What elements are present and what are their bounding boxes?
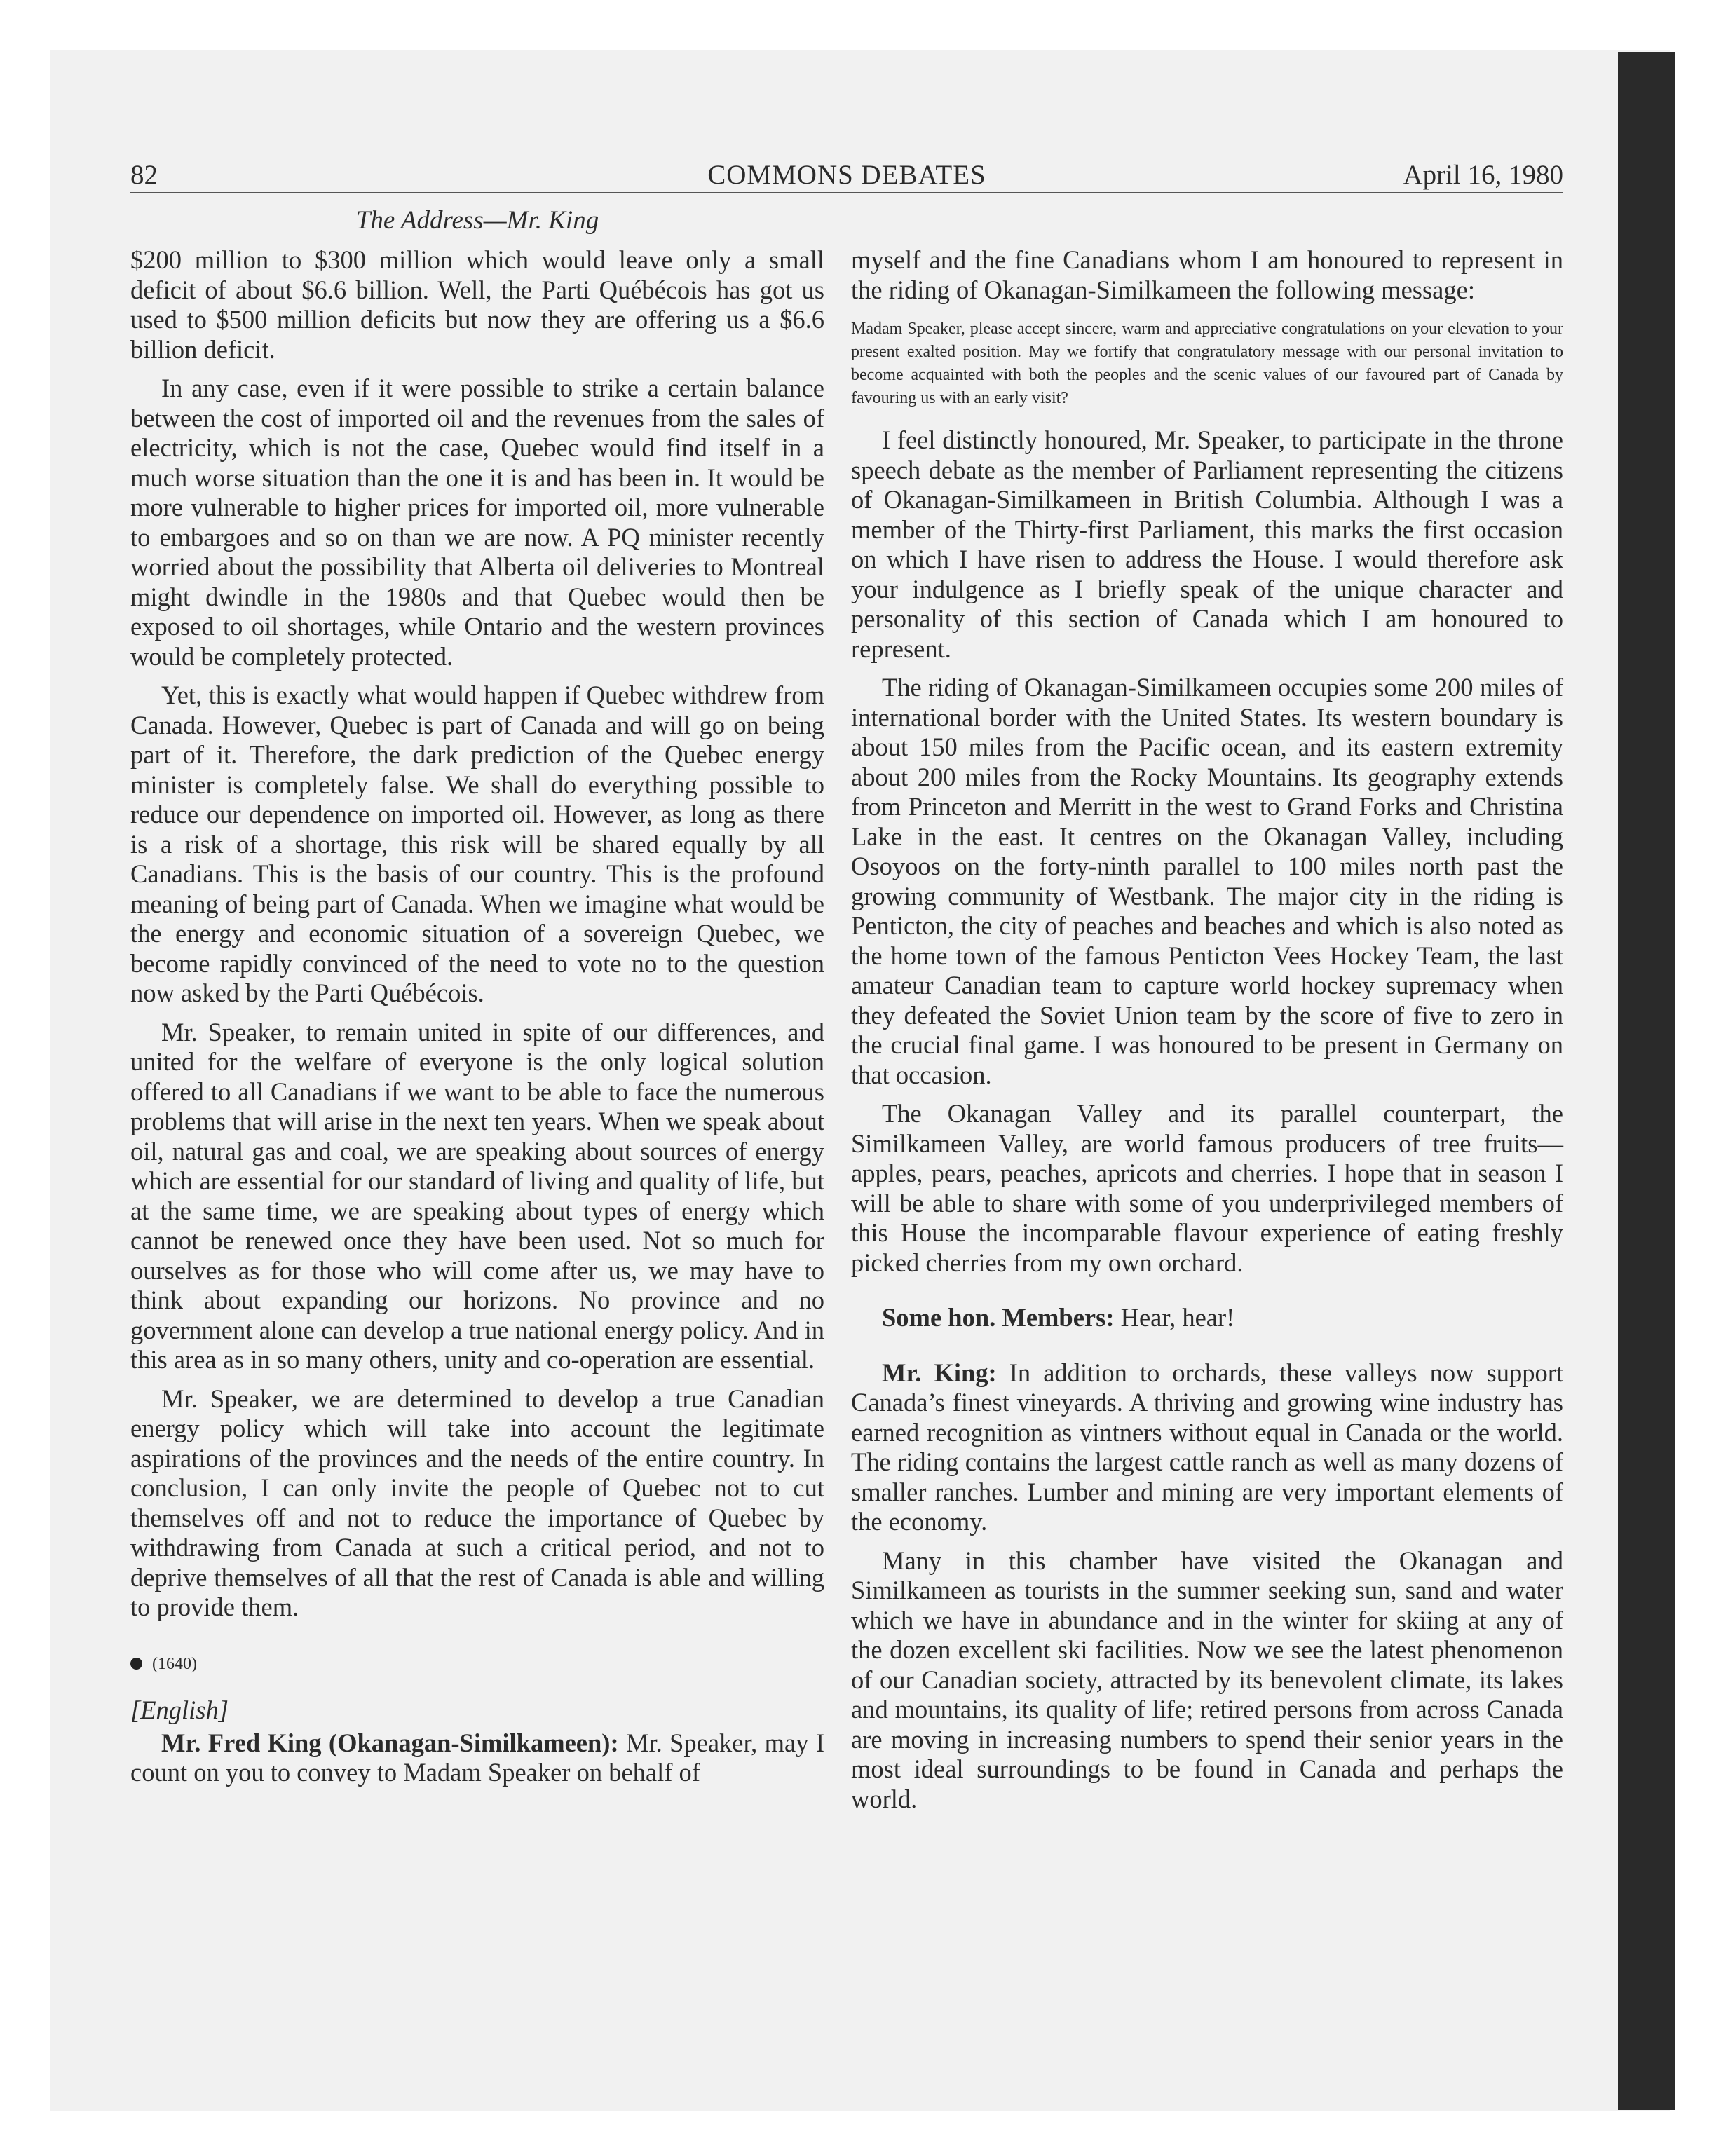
- paragraph: In any case, even if it were possible to strike a certain balance between the cost of imported oil and the revenues from the sales of electricity, which is not the case, Quebec would find itself in a much worse situation than the one it is and has been in. It would be more vulnerable to higher prices for imported oil, more vulnerable to embargoes and so on than we are now. A PQ minister recently worried about the possibility that Alberta oil deliveries to Montreal might dwindle in the 1980s and that Quebec would then be exposed to oil shortages, while Ontario and the western provinces would be completely protected.: [130, 374, 824, 671]
- paragraph: Many in this chamber have visited the Okanagan and Similkameen as tourists in the summer seeking sun, sand and water which we have in abundance and in the winter for skiing at any of the dozen excellent ski facilities. Now we see the latest phenomenon of our Canadian society, attracted by its benevolent climate, its lakes and mountains, its quality of life; retired persons from across Canada are moving in increasing numbers to spend their senior years in the most ideal surroundings to be found in Canada and perhaps the world.: [851, 1546, 1563, 1813]
- paragraph: Mr. Speaker, to remain united in spite of our differences, and united for the welfare of everyone is the only logical solution offered to all Canadians if we want to be able to face the numerous problems that will arise in the next ten years. When we speak about oil, natural gas and coal, we are speaking about sources of energy which are essential for our standard of living and quality of life, but at the same time, we are speaking about types of energy which cannot be renewed once they have been used. Not so much for ourselves as for those who will come after us, we may have to think about expanding our horizons. No province and no government alone can develop a true national energy policy. And in this area as in so many others, unity and co-operation are essential.: [130, 1017, 824, 1374]
- time-marker-label: (1640): [152, 1654, 197, 1673]
- publication-title: COMMONS DEBATES: [707, 160, 986, 190]
- paragraph: The Okanagan Valley and its parallel counterpart, the Similkameen Valley, are world famous producers of tree fruits—apples, pears, peaches, apricots and cherries. I hope that in season I will be able to share with some of you underprivileged members of this House the incomparable flavour experience of eating freshly picked cherries from my own orchard.: [851, 1099, 1563, 1277]
- paragraph: Yet, this is exactly what would happen if Quebec withdrew from Canada. However, Quebec is part of Canada and will go on being part of it. Therefore, the dark prediction of the Quebec energy minister is completely false. We shall do everything possible to reduce our dependence on imported oil. However, as long as there is a risk of a shortage, this risk will be shared equally by all Canadians. This is the basis of our country. This is the profound meaning of being part of Canada. When we imagine what would be the energy and economic situation of a sovereign Quebec, we become rapidly convinced of the need to vote no to the question now asked by the Parti Québécois.: [130, 681, 824, 1007]
- speech-paragraph: [130, 1728, 824, 1788]
- interjection-text: Hear, hear!: [1120, 1303, 1235, 1332]
- speech-paragraph: [851, 1358, 1563, 1537]
- interjection-speaker: Some hon. Members:: [882, 1303, 1115, 1332]
- right-column: [851, 245, 1563, 1823]
- speech-text: In addition to orchards, these valleys now support Canada’s finest vineyards. A thriving and growing wine industry has earned recognition as vintners without equal in Canada or the world. The riding contains the largest cattle ranch as well as many dozens of smaller ranches. Lumber and mining are very important elements of the economy.: [851, 1358, 1563, 1536]
- block-quote: Madam Speaker, please accept sincere, warm and appreciative congratulations on your elevation to your present exalted position. May we fortify that congratulatory message with our personal invitation to become acquainted with both the peoples and the scenic values of our favoured part of Canada by favouring us with an early visit?: [851, 320, 1563, 407]
- paragraph: The riding of Okanagan-Similkameen occupies some 200 miles of international border with the United States. Its western boundary is about 150 miles from the Pacific ocean, and its eastern extremity about 200 miles from the Rocky Mountains. Its geography extends from Princeton and Merritt in the west to Grand Forks and Christina Lake in the east. It centres on the Okanagan Valley, including Osoyoos on the forty-ninth parallel to 100 miles north past the growing community of Westbank. The major city in the riding is Penticton, the city of peaches and beaches and which is also noted as the home town of the famous Penticton Vees Hockey Team, the last amateur Canadian team to capture world hockey supremacy when they defeated the Soviet Union team by the score of five to zero in the crucial final game. I was honoured to be present in Germany on that occasion.: [851, 673, 1563, 1089]
- speaker-name: Mr. Fred King (Okanagan-Similkameen):: [161, 1728, 619, 1757]
- page-date: April 16, 1980: [1403, 160, 1563, 190]
- paragraph: myself and the fine Canadians whom I am honoured to represent in the riding of Okanagan-Similkameen the following message:: [851, 245, 1563, 304]
- interjection: [851, 1303, 1563, 1333]
- language-tag: [English]: [130, 1696, 229, 1724]
- paragraph: $200 million to $300 million which would leave only a small deficit of about $6.6 billion. Well, the Parti Québécois has got us used to $500 million deficits but now they are offering us a $6.6 billion deficit.: [130, 245, 824, 364]
- scan-edge-bar: [1618, 52, 1675, 2110]
- running-head: The Address—Mr. King: [355, 206, 599, 235]
- left-column: [130, 245, 824, 1797]
- paragraph: I feel distinctly honoured, Mr. Speaker, to participate in the throne speech debate as the member of Parliament representing the citizens of Okanagan-Similkameen in British Columbia. Although I was a member of the Thirty-first Parliament, this marks the first occasion on which I have risen to address the House. I would therefore ask your indulgence as I briefly speak of the unique character and personality of this section of Canada which I am honoured to represent.: [851, 425, 1563, 663]
- speech-text: Mr. Speaker, may I count on you to convey to Madam Speaker on behalf of: [130, 1728, 824, 1787]
- page-header: [130, 158, 1563, 193]
- time-marker: [130, 1649, 824, 1679]
- page-number: 82: [130, 160, 158, 190]
- speaker-name: Mr. King:: [882, 1358, 997, 1387]
- paragraph: Mr. Speaker, we are determined to develop a true Canadian energy policy which will take into account the legitimate aspirations of the provinces and the needs of the entire country. In conclusion, I can only invite the people of Quebec not to cut themselves off and not to reduce the importance of Quebec by withdrawing from Canada at such a critical period, and not to deprive themselves of all that the rest of Canada is able and willing to provide them.: [130, 1384, 824, 1621]
- bullet-dot-icon: [130, 1658, 142, 1670]
